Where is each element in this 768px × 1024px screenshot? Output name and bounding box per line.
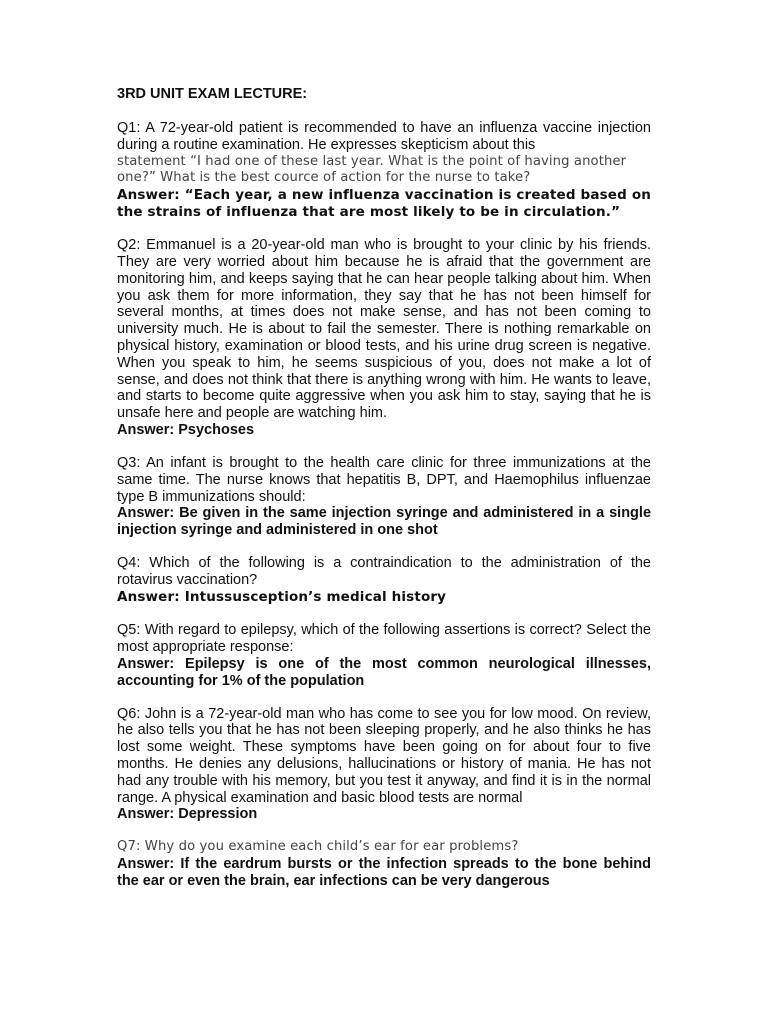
question-1-text: Q1: A 72-year-old patient is recommended to have an influenza vaccine injection during a routine examination. He expresses skepticism about this xyxy=(117,120,651,153)
answer-3-text: Be given in the same injection syringe and administered in a single injection syringe and administered in one shot xyxy=(117,505,652,539)
page-title: 3RD UNIT EXAM LECTURE: xyxy=(117,86,308,102)
question-5-text: Q5: With regard to epilepsy, which of the following assertions is correct? Select the most appropriate response: xyxy=(117,621,651,655)
question-block-3 xyxy=(117,455,651,539)
answer-7 xyxy=(117,856,651,890)
answer-6-text: Depression xyxy=(178,806,258,823)
question-2-text: Q2: Emmanuel is a 20-year-old man who is brought to your clinic by his friends. They are very worried about him because he is afraid that the government are monitoring him, and keeps saying that he can hear people talking about him. When you ask them for more information, they say that he has not been himself for several months, at times does not make sense, and has not been coming to university much. He is about to fail the semester. There is nothing remarkable on physical history, examination or blood tests, and his urine drug screen is negative. When you speak to him, he seems suspicious of you, does not make a lot of sense, and does not think that there is anything wrong with him. He wants to leave, and starts to become quite aggressive when you ask him to stay, saying that he is unsafe here and people are watching him. xyxy=(117,237,651,422)
question-4-text: Q4: Which of the following is a contraindication to the administration of the rotavirus vaccination? xyxy=(117,555,651,589)
answer-4 xyxy=(117,589,651,606)
answer-7-text: If the eardrum bursts or the infection spreads to the bone behind the ear or even the brain, ear infections can be very dangerous xyxy=(117,856,651,890)
answer-2-text: Psychoses xyxy=(178,421,255,438)
question-block-7 xyxy=(117,839,651,890)
answer-label: Answer: xyxy=(117,505,175,522)
answer-label: Answer: xyxy=(117,421,175,438)
question-6-text: Q6: John is a 72-year-old man who has come to see you for low mood. On review, he also tells you that he has not been sleeping properly, and he also thinks he has lost some weight. These symptoms have been going on for about four to five months. He denies any delusions, hallucinations or history of mania. He has not had any trouble with his memory, but you test it anyway, and find it is in the normal range. A physical examination and basic blood tests are normal xyxy=(117,705,651,806)
answer-5-text: Epilepsy is one of the most common neurological illnesses, accounting for 1% of the population xyxy=(117,655,651,689)
answer-3 xyxy=(117,505,651,539)
answer-label: Answer: xyxy=(117,806,175,823)
question-block-1 xyxy=(117,120,651,221)
answer-label: Answer: xyxy=(117,856,175,873)
question-block-6 xyxy=(117,706,651,824)
answer-5 xyxy=(117,656,651,690)
question-3-text: Q3: An infant is brought to the health care clinic for three immunizations at the same time. The nurse knows that hepatitis B, DPT, and Haemophilus influenzae type B immunizations should: xyxy=(117,454,651,505)
question-block-5 xyxy=(117,622,651,690)
question-block-4 xyxy=(117,555,651,606)
answer-label: Answer: xyxy=(117,588,180,605)
answer-1 xyxy=(117,187,651,221)
answer-1-text: “Each year, a new influenza vaccination is created based on the strains of influenza that are most likely to be in circulation.” xyxy=(117,187,652,221)
answer-2 xyxy=(117,422,651,439)
question-block-2 xyxy=(117,237,651,439)
answer-4-text: Intussusception’s medical history xyxy=(184,588,447,605)
answer-label: Answer: xyxy=(117,187,180,204)
question-7-text: Q7: Why do you examine each child’s ear for ear problems? xyxy=(117,839,519,855)
answer-6 xyxy=(117,806,651,823)
answer-label: Answer: xyxy=(117,655,175,672)
question-1-text-continued: statement “I had one of these last year. What is the point of having another one?” What is the best cource of action for the nurse to take? xyxy=(117,153,627,186)
